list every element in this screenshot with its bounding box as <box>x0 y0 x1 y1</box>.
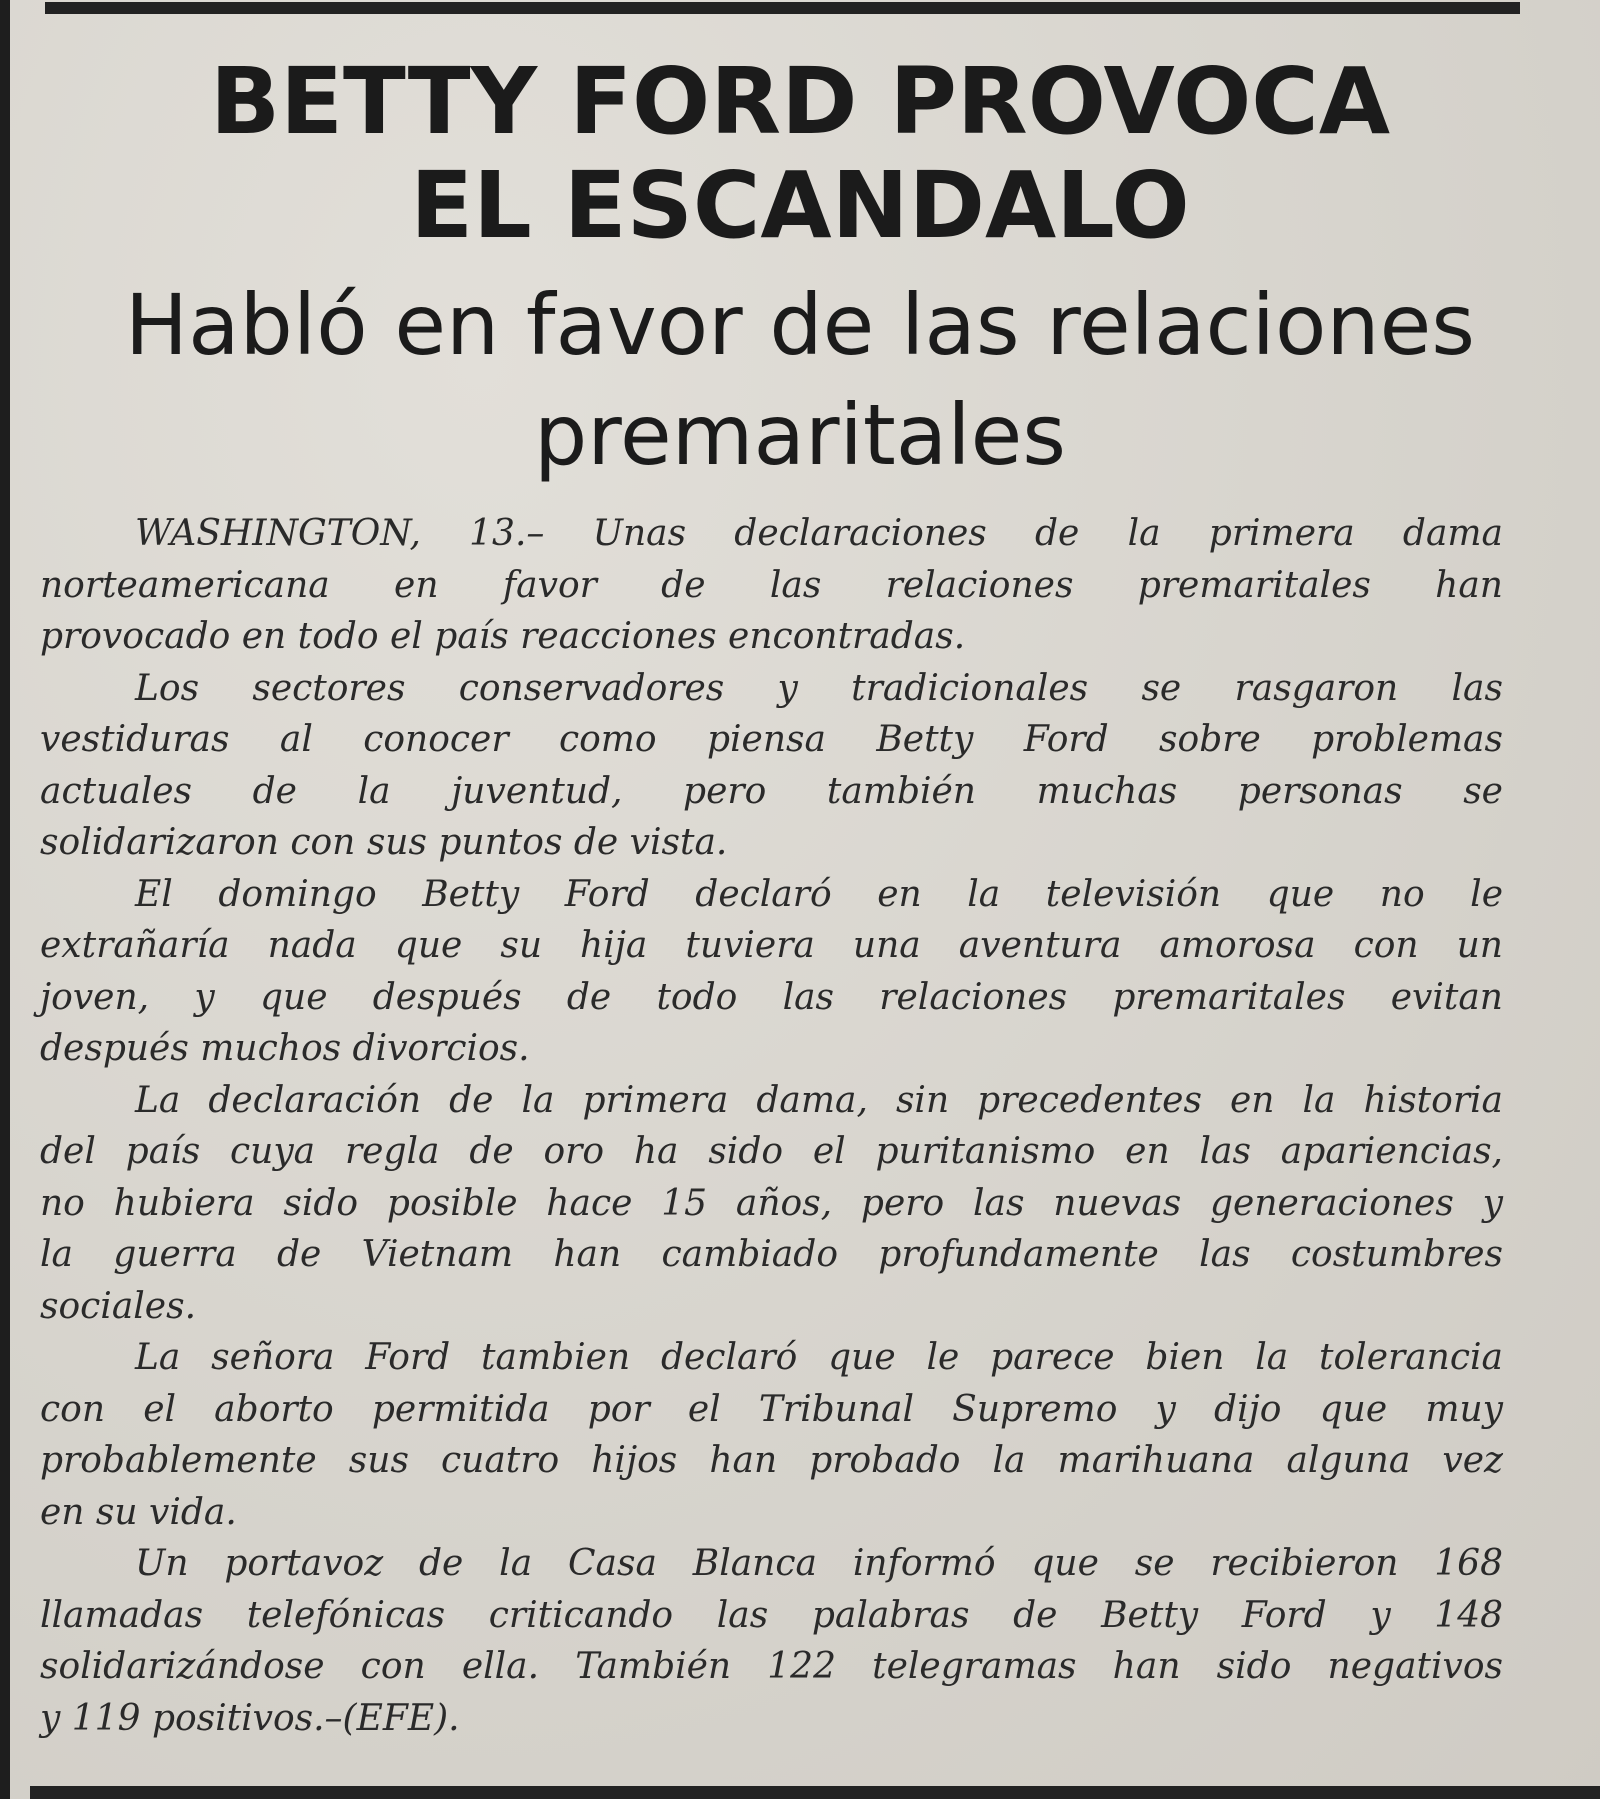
subheadline-line: premaritales <box>533 386 1067 484</box>
top-rule <box>45 2 1520 14</box>
bottom-rule <box>30 1786 1600 1799</box>
paragraph-line: del país cuya regla de oro ha sido el puritanismo en las apariencias, <box>40 1131 1503 1172</box>
paragraph-line: actuales de la juventud, pero también muchas personas se <box>40 770 1503 812</box>
paragraph-line: provocado en todo el país reacciones encontradas. <box>40 616 966 657</box>
paragraph-line: WASHINGTON, 13.– Unas declaraciones de la primera dama <box>135 513 1503 554</box>
paragraph-line: Un portavoz de la Casa Blanca informó que se recibieron 168 <box>135 1543 1503 1584</box>
paragraph-line: joven, y que después de todo las relaciones premaritales evitan <box>40 976 1503 1018</box>
article-body <box>40 508 1503 1744</box>
article-paragraph <box>40 1075 1503 1333</box>
paragraph-line: La señora Ford tambien declaró que le parece bien la tolerancia <box>135 1337 1503 1378</box>
article-paragraph <box>40 508 1503 663</box>
paragraph-line: La declaración de la primera dama, sin precedentes en la historia <box>135 1079 1503 1121</box>
article-paragraph <box>40 1332 1503 1538</box>
headline <box>0 50 1600 258</box>
paragraph-line: en su vida. <box>40 1491 237 1533</box>
paragraph-line: sociales. <box>40 1285 197 1327</box>
paragraph-line: vestiduras al conocer como piensa Betty Ford sobre problemas <box>40 719 1503 760</box>
paragraph-line: solidarizándose con ella. También 122 telegramas han sido negativos <box>40 1646 1503 1687</box>
paragraph-line: El domingo Betty Ford declaró en la televisión que no le <box>135 873 1503 915</box>
paragraph-line: no hubiera sido posible hace 15 años, pero las nuevas generaciones y <box>40 1182 1503 1224</box>
paragraph-line: la guerra de Vietnam han cambiado profundamente las costumbres <box>40 1234 1503 1275</box>
subheadline <box>0 270 1600 490</box>
paragraph-line: solidarizaron con sus puntos de vista. <box>40 822 728 863</box>
subheadline-line: Habló en favor de las relaciones <box>124 276 1476 374</box>
paragraph-line: con el aborto permitida por el Tribunal Supremo y dijo que muy <box>40 1388 1503 1430</box>
headline-line: BETTY FORD PROVOCA <box>209 48 1391 155</box>
headline-line: EL ESCANDALO <box>410 152 1190 259</box>
paragraph-line: extrañaría nada que su hija tuviera una aventura amorosa con un <box>40 925 1503 966</box>
article-paragraph <box>40 663 1503 869</box>
paragraph-line: probablemente sus cuatro hijos han probado la marihuana alguna vez <box>40 1440 1503 1481</box>
article-paragraph <box>40 1538 1503 1744</box>
article-paragraph <box>40 869 1503 1075</box>
paragraph-line: y 119 positivos.–(EFE). <box>40 1697 460 1739</box>
paragraph-line: después muchos divorcios. <box>40 1028 530 1069</box>
paragraph-line: Los sectores conservadores y tradicionales se rasgaron las <box>135 667 1503 709</box>
paragraph-line: norteamericana en favor de las relaciones premaritales han <box>40 564 1503 606</box>
paragraph-line: llamadas telefónicas criticando las palabras de Betty Ford y 148 <box>40 1594 1503 1636</box>
